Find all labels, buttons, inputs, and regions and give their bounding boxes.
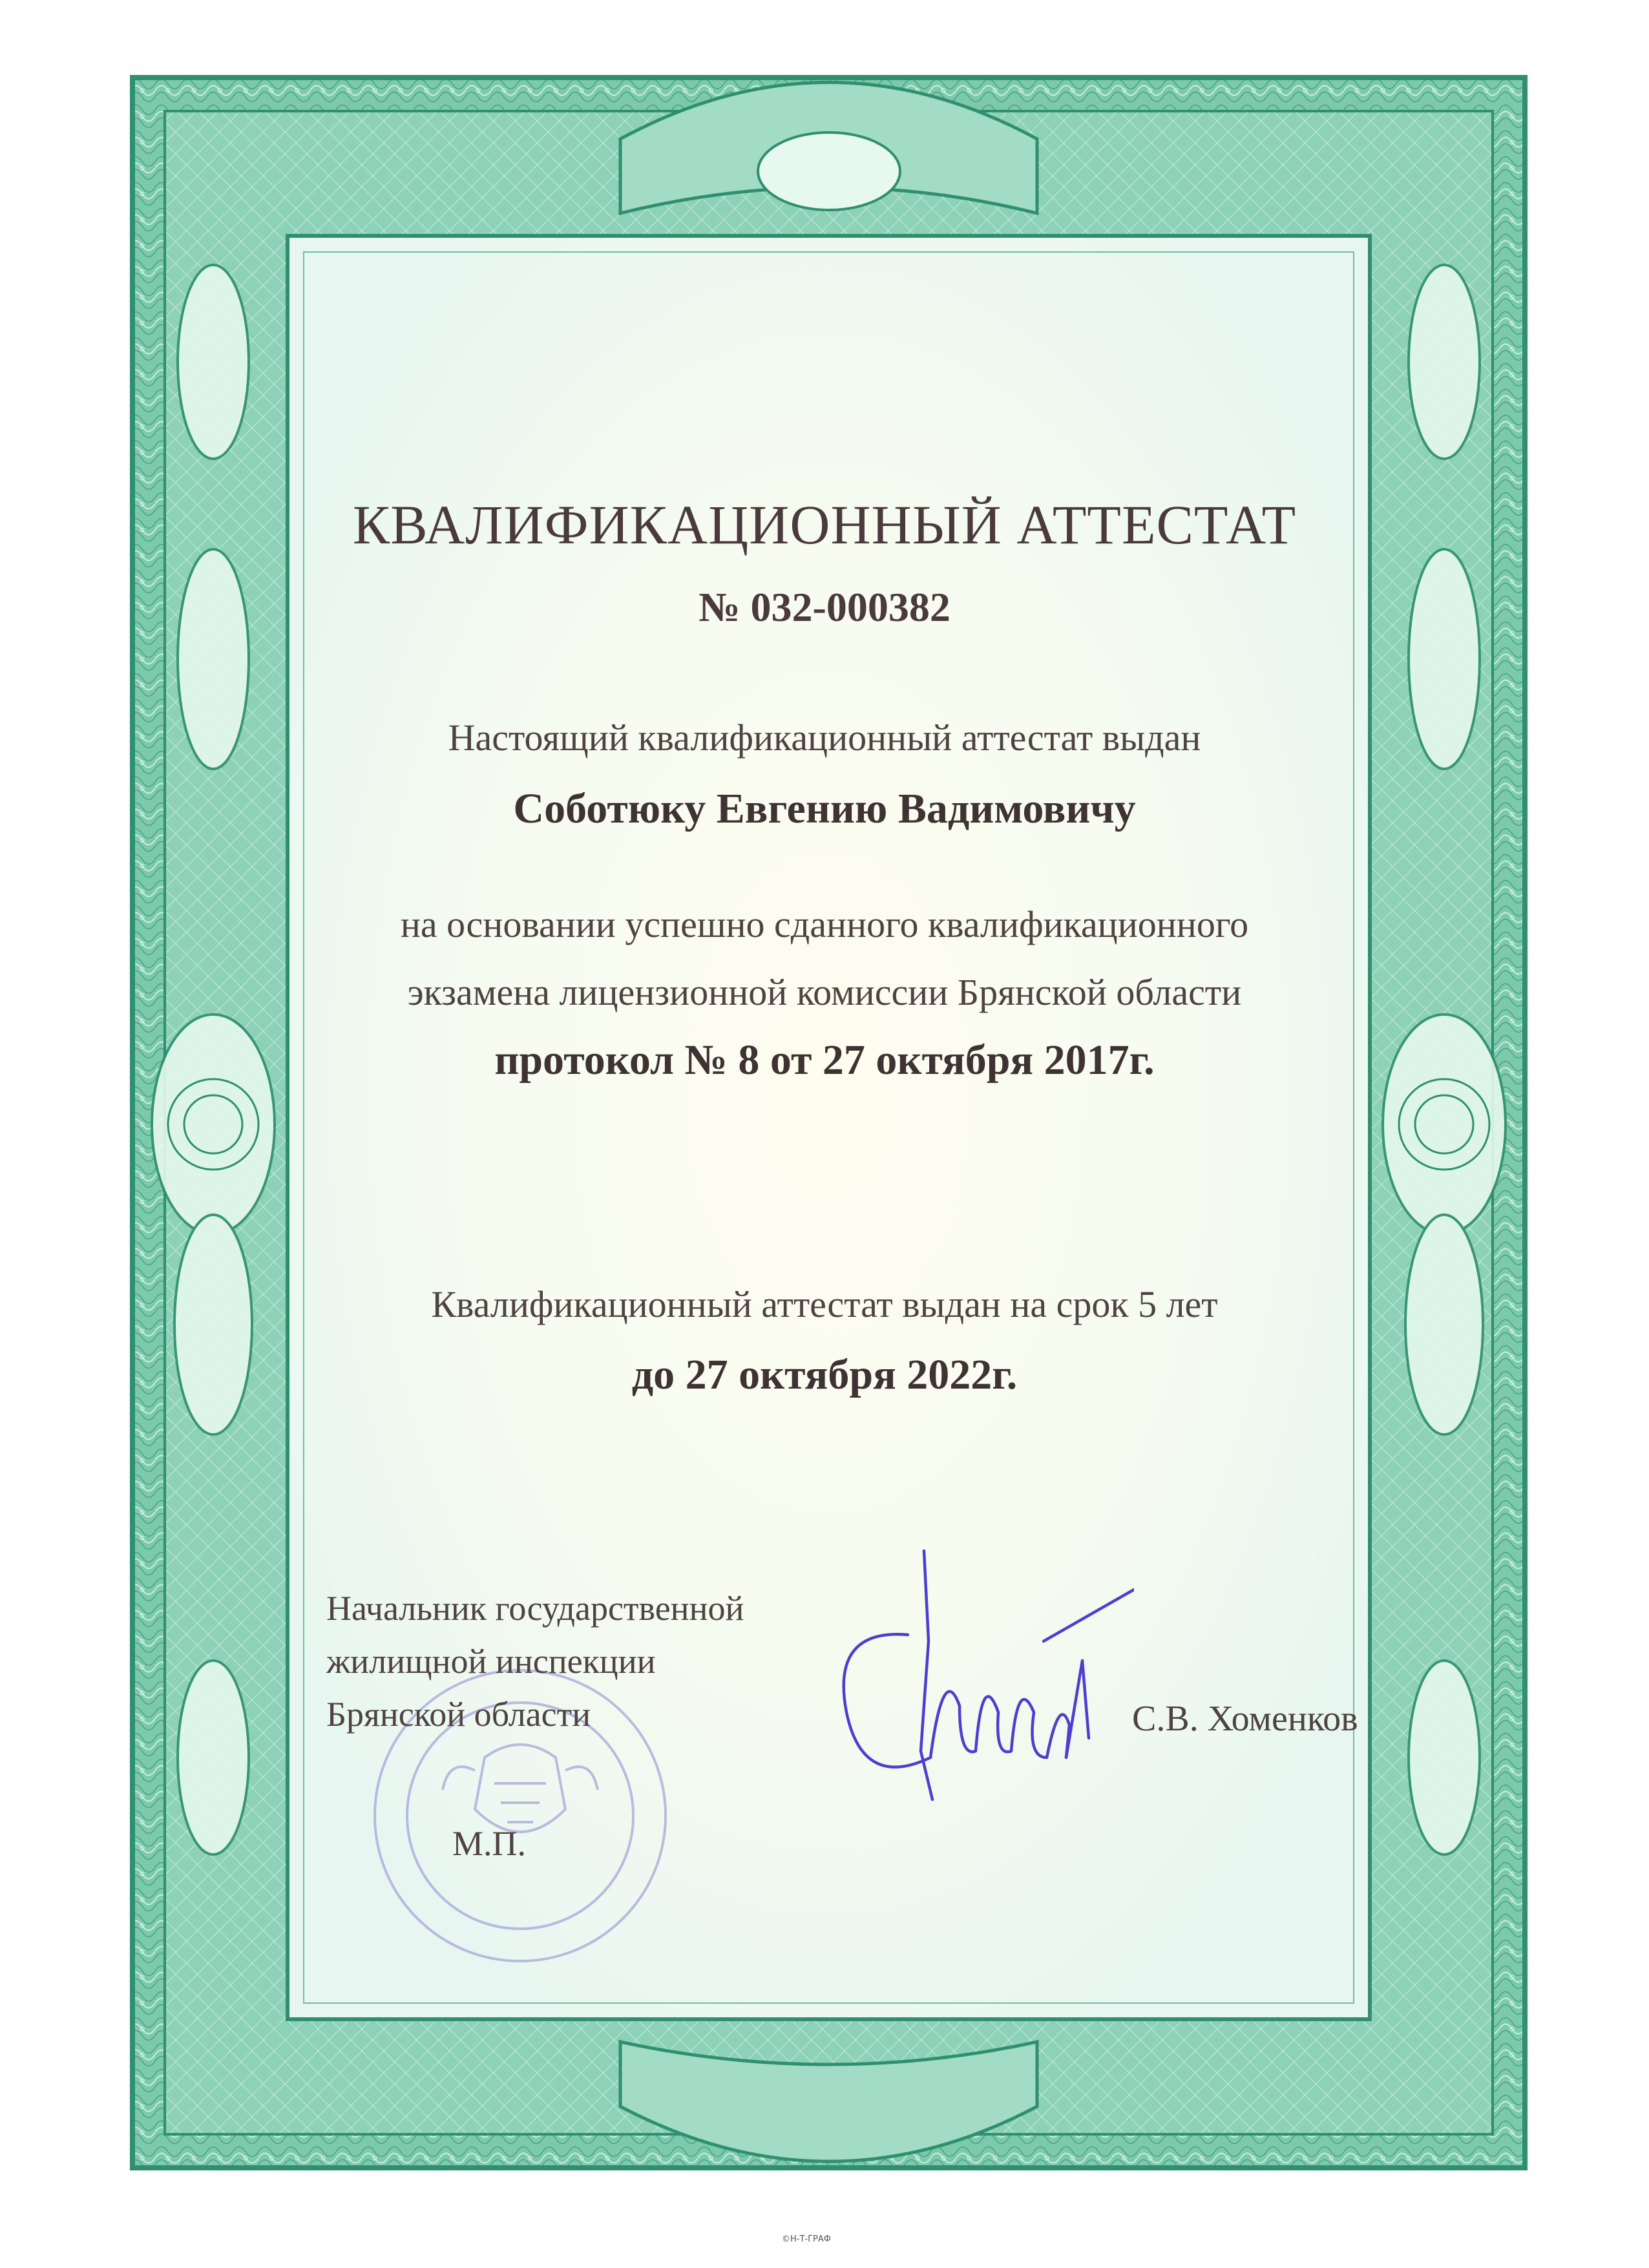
basis-line-2: экзамена лицензионной комиссии Брянской области	[407, 971, 1242, 1013]
valid-until-date: до 27 октября 2022г.	[631, 1351, 1018, 1398]
signatory-position-line-2: жилищной инспекции	[326, 1642, 656, 1681]
protocol-reference: протокол № 8 от 27 октября 2017г.	[494, 1036, 1155, 1084]
signatory-position-line-1: Начальник государственной	[326, 1589, 744, 1628]
certificate-title: КВАЛИФИКАЦИОННЫЙ АТТЕСТАТ	[352, 494, 1297, 556]
issued-to-intro: Настоящий квалификационный аттестат выдан	[448, 717, 1201, 759]
recipient-name: Соботюку Евгению Вадимовичу	[513, 785, 1136, 832]
certificate-number: № 032-000382	[698, 584, 951, 630]
basis-line-1: на основании успешно сданного квалификационного	[400, 903, 1249, 945]
handwritten-signature	[811, 1544, 1134, 1816]
printer-mark: ©Н-Т-ГРАФ	[782, 2234, 831, 2244]
signatory-name: С.В. Хоменков	[1132, 1699, 1358, 1739]
signatory-position	[326, 1582, 744, 1741]
stamp-place-label: М.П.	[452, 1824, 527, 1863]
signatory-position-line-3: Брянской области	[326, 1695, 591, 1734]
validity-term: Квалификационный аттестат выдан на срок 5 лет	[431, 1283, 1218, 1325]
